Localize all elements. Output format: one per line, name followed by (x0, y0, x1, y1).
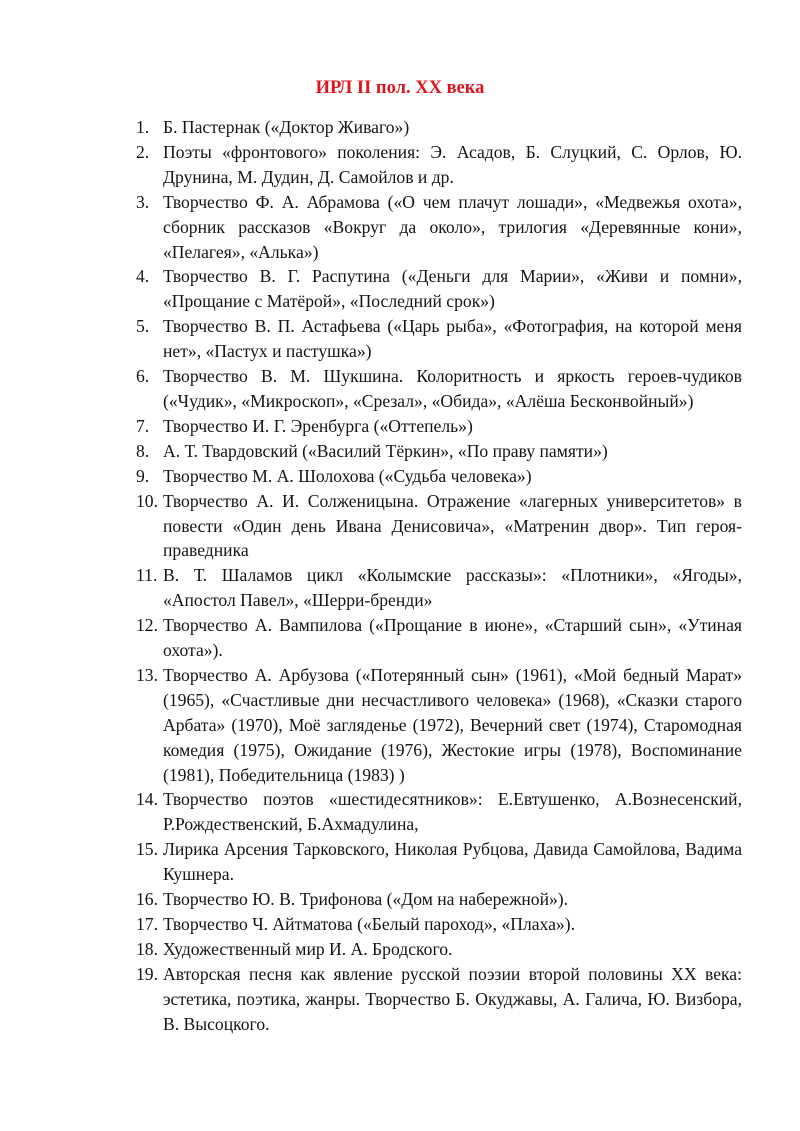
list-item-text: Творчество Ч. Айтматова («Белый пароход», «Плаха»). (163, 914, 575, 934)
list-item-text: Творчество А. И. Солженицына. Отражение «лагерных университетов» в повести «Один день Ивана Денисовича», «Матренин двор». Тип героя-праведника (163, 490, 742, 561)
list-item-number: 13. (136, 664, 158, 685)
list-item-number: 14. (136, 789, 158, 810)
list-item-text: Творчество В. П. Астафьева («Царь рыба», «Фотография, на которой меня нет», «Пастух и пастушка») (163, 316, 742, 362)
list-item (136, 962, 742, 1037)
list-item (136, 937, 742, 962)
list-item-number: 9. (136, 465, 150, 486)
list-item-number: 8. (136, 440, 150, 461)
list-item-number: 1. (136, 117, 150, 137)
document-title: ИРЛ II пол. XX века (315, 78, 485, 98)
list-item-number: 5. (136, 316, 150, 337)
list-item-number: 3. (136, 191, 150, 212)
list-item-text: Творчество А. Арбузова («Потерянный сын» (1961), «Мой бедный Марат» (1965), «Счастливые дни несчастливого человека» (1968), «Сказки старого Арбата» (1970), Моё загляденье (1972), Вечерний свет (1974), Старомодная комедия (1975), Ожидание (1976), Жестокие игры (1978), Воспоминание (1981), Победительница (1983) ) (163, 664, 742, 785)
list-item (136, 439, 742, 464)
list-item (136, 264, 742, 314)
list-item-text: Творчество Ф. А. Абрамова («О чем плачут лошади», «Медвежья охота», сборник рассказов «Вокруг да около», трилогия «Деревянные кони», «Пелагея», «Алька») (163, 191, 742, 262)
list-item-text: В. Т. Шаламов цикл «Колымские рассказы»: «Плотники», «Ягоды», «Апостол Павел», «Шерри-бренди» (163, 565, 742, 611)
list-item-text: Поэты «фронтового» поколения: Э. Асадов, Б. Слуцкий, С. Орлов, Ю. Друнина, М. Дудин, Д. Самойлов и др. (163, 141, 742, 187)
list-item-text: Б. Пастернак («Доктор Живаго») (163, 117, 410, 137)
list-item-number: 4. (136, 266, 150, 287)
list-item-number: 15. (136, 839, 158, 860)
list-item-number: 11. (136, 565, 158, 586)
list-item-number: 18. (136, 938, 158, 959)
list-item-text: Художественный мир И. А. Бродского. (163, 938, 453, 959)
list-item-text: Творчество М. А. Шолохова («Судьба человека») (163, 465, 532, 486)
list-item (136, 115, 742, 140)
list-item (136, 613, 742, 663)
list-item (136, 140, 742, 190)
list-item (136, 837, 742, 887)
list-item-text: Творчество В. М. Шукшина. Колоритность и яркость героев-чудиков («Чудик», «Микроскоп», «Срезал», «Обида», «Алёша Бесконвойный») (163, 366, 742, 411)
list-item (136, 912, 742, 937)
list-item-text: Творчество Ю. В. Трифонова («Дом на набережной»). (163, 889, 569, 910)
list-item-text: Творчество А. Вампилова («Прощание в июне», «Старший сын», «Утиная охота»). (163, 615, 742, 661)
list-item-text: Авторская песня как явление русской поэзии второй половины XX века: эстетика, поэтика, жанры. Творчество Б. Окуджавы, А. Галича, Ю. Визбора, В. Высоцкого. (163, 963, 742, 1034)
list-item (136, 887, 742, 912)
list-item-number: 12. (136, 615, 158, 636)
list-item-number: 17. (136, 914, 158, 934)
list-item-number: 10. (136, 490, 158, 511)
list-item (136, 787, 742, 837)
list-item (136, 464, 742, 489)
list-item-number: 6. (136, 366, 150, 387)
list-item-number: 2. (136, 141, 150, 162)
list-item (136, 314, 742, 364)
list-item-text: Творчество И. Г. Эренбурга («Оттепель») (163, 415, 473, 436)
list-item (136, 190, 742, 265)
list-item (136, 663, 742, 788)
list-item-number: 7. (136, 415, 150, 436)
list-item (136, 364, 742, 414)
list-item-text: Творчество В. Г. Распутина («Деньги для Марии», «Живи и помни», «Прощание с Матёрой», «Последний срок») (163, 266, 742, 312)
list-item-text: Лирика Арсения Тарковского, Николая Рубцова, Давида Самойлова, Вадима Кушнера. (163, 839, 742, 885)
list-item (136, 489, 742, 564)
list-item-text: Творчество поэтов «шестидесятников»: Е.Евтушенко, А.Вознесенский, Р.Рождественский, Б.Ахмадулина, (163, 789, 742, 835)
list-item-number: 16. (136, 889, 158, 910)
topic-list (136, 115, 742, 1037)
list-item-number: 19. (136, 963, 158, 984)
list-item (136, 414, 742, 439)
list-item (136, 563, 742, 613)
list-item-text: А. Т. Твардовский («Василий Тёркин», «По праву памяти») (163, 440, 608, 461)
